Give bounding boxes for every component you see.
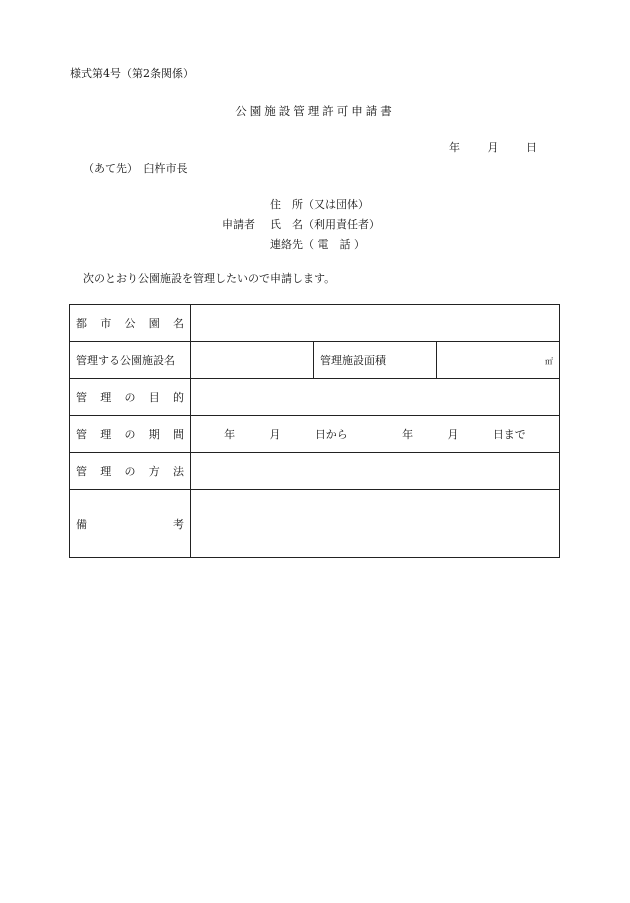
remarks-field[interactable] <box>191 490 560 558</box>
applicant-block <box>222 195 380 255</box>
date-day: 日 <box>526 141 537 154</box>
table-row <box>70 490 560 558</box>
application-table <box>69 304 560 558</box>
method-label: 管 理 の 方 法 <box>70 453 191 490</box>
applicant-contact-label: 連絡先（ 電 話 ） <box>270 238 365 251</box>
form-number: 様式第4号（第2条関係） <box>70 67 194 80</box>
park-name-field[interactable] <box>191 305 560 342</box>
purpose-label: 管 理 の 目 的 <box>70 379 191 416</box>
addressee: （あて先） 臼杵市長 <box>83 162 188 175</box>
period-from: 年 月 日から <box>224 428 348 441</box>
remarks-label: 備 考 <box>70 490 191 558</box>
area-label: 管理施設面積 <box>314 342 437 379</box>
table-row <box>70 453 560 490</box>
table-row <box>70 379 560 416</box>
date-month: 月 <box>487 141 499 154</box>
table-row <box>70 342 560 379</box>
purpose-field[interactable] <box>191 379 560 416</box>
period-field[interactable] <box>191 416 560 453</box>
date-year: 年 <box>449 141 460 154</box>
intro-text: 次のとおり公園施設を管理したいので申請します。 <box>83 272 336 285</box>
applicant-prefix: 申請者 <box>222 218 255 231</box>
table-row <box>70 305 560 342</box>
applicant-name-label: 氏 名（利用責任者） <box>270 218 380 231</box>
document-title: 公園施設管理許可申請書 <box>235 104 395 118</box>
facility-name-field[interactable] <box>191 342 314 379</box>
area-unit: ㎡ <box>545 356 553 366</box>
table-row <box>70 416 560 453</box>
area-field[interactable] <box>437 342 560 379</box>
period-label: 管 理 の 期 間 <box>70 416 191 453</box>
applicant-address-label: 住 所（又は団体） <box>270 198 369 211</box>
facility-name-label: 管理する公園施設名 <box>70 342 191 379</box>
period-to: 年 月 日まで <box>402 428 526 441</box>
date-line <box>449 139 537 155</box>
park-name-label: 都 市 公 園 名 <box>70 305 191 342</box>
method-field[interactable] <box>191 453 560 490</box>
